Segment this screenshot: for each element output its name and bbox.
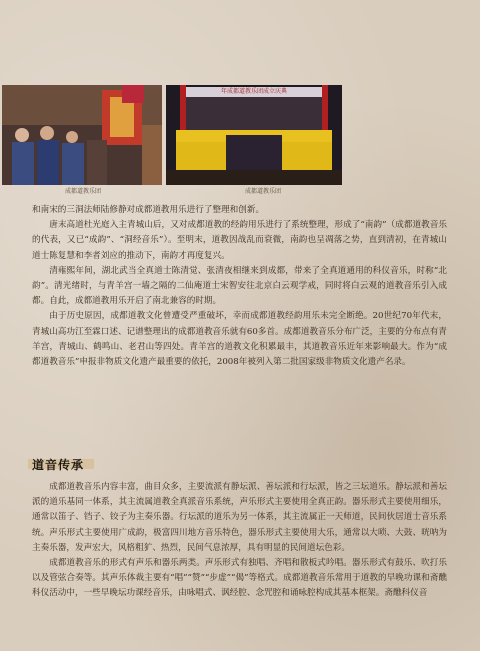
ceremony-photo-right-illustration	[166, 85, 342, 185]
photo-caption-left: 成都道教乐团	[65, 188, 102, 195]
history-text-block	[32, 203, 447, 370]
ceremony-photo-left-illustration	[2, 85, 162, 185]
ceremony-photo-left	[2, 85, 162, 185]
paragraph: 成都道教音乐内容丰富，曲目众多，主要流派有静坛派、善坛派和行坛派，皆之三坛道乐。静坛派和善坛派的道乐基同一体系，其主流属道教全真派音乐系统，声乐形式主要使用全真正韵。器乐形式主要使用细乐，通常以笛子、铛子、铰子为主奏乐器。行坛派的道乐为另一体系，其主流属正一天师道，民间伙居道士音乐系统。声乐形式主要使用广成韵，极富四川地方音乐特色，器乐形式主要使用大乐，通常以大唢、大鼓、咣呐为主奏乐器，发声宏大，风格粗犷、热烈，民间气息浓厚，具有明显的民间道坛色彩。	[32, 482, 447, 553]
paragraph: 唐末高道杜光庭入主青城山后，又对成都道教的经韵用乐进行了系统整理，形成了“南韵”（成都道教音乐的代表，又已“成韵”、“洞经音乐”）。至明末，道教因战乱而衰微，南韵也呈凋落之势，直到清初，在青城山道士陈复慧和李者刘应的推动下，南韵才再度复兴。	[32, 220, 447, 261]
paragraph: 清雍熙年间，湖北武当全真道士陈清觉、张清夜相继来到成都，带来了全真道通用的科仪音乐，时称“北韵”。清光绪时，与青羊宫一墙之隔的二仙庵道士宋智安往北京白云观学戒，同时将白云观的道教音乐引入成都。自此，成都道教用乐开启了南北兼容的时期。	[32, 265, 447, 307]
paragraph: 和南宋的三洞法师陆修静对成都道教用乐进行了整理和创新。	[32, 205, 265, 215]
photo-strip	[0, 85, 342, 195]
banner-text: 年成都道教乐团成立庆典	[221, 88, 288, 95]
heritage-text-block	[32, 480, 447, 602]
paragraph: 成都道教音乐的形式有声乐和器乐两类。声乐形式有独唱、齐唱和散板式吟唱。器乐形式有鼓乐、吹打乐以及管弦合奏等。其声乐体裁主要有“唱”“赞”“步虚”“偈”等格式。成都道教音乐常用于道教的早晚功课和斋醮科仪活动中，一些早晚坛功课经音乐，由咏唱式、讽经腔、念咒腔和诵咏腔构成其基本框架。斋醮科仪音	[32, 558, 447, 599]
ceremony-photo-right	[166, 85, 342, 185]
photo-caption-right: 成都道教乐团	[245, 188, 282, 195]
section-heading: 道音传承	[32, 458, 85, 472]
paragraph: 由于历史原因，成都道教文化曾遭受严重破坏，幸而成都道教经韵用乐未完全断绝。20世纪70年代末，青城山高功江至霖口述、记谱整理出的成都道教音乐就有60多首。成都道教音乐分布广泛，主要的分布点有青羊宫，青城山、鹤鸣山、老君山等四处。青羊宫的道教文化积累最丰，其道教音乐近年来影响最大。作为“成都道教音乐”申报非物质文化遗产最重要的依托，2008年被列入第二批国家级非物质文化遗产名录。	[32, 311, 447, 368]
